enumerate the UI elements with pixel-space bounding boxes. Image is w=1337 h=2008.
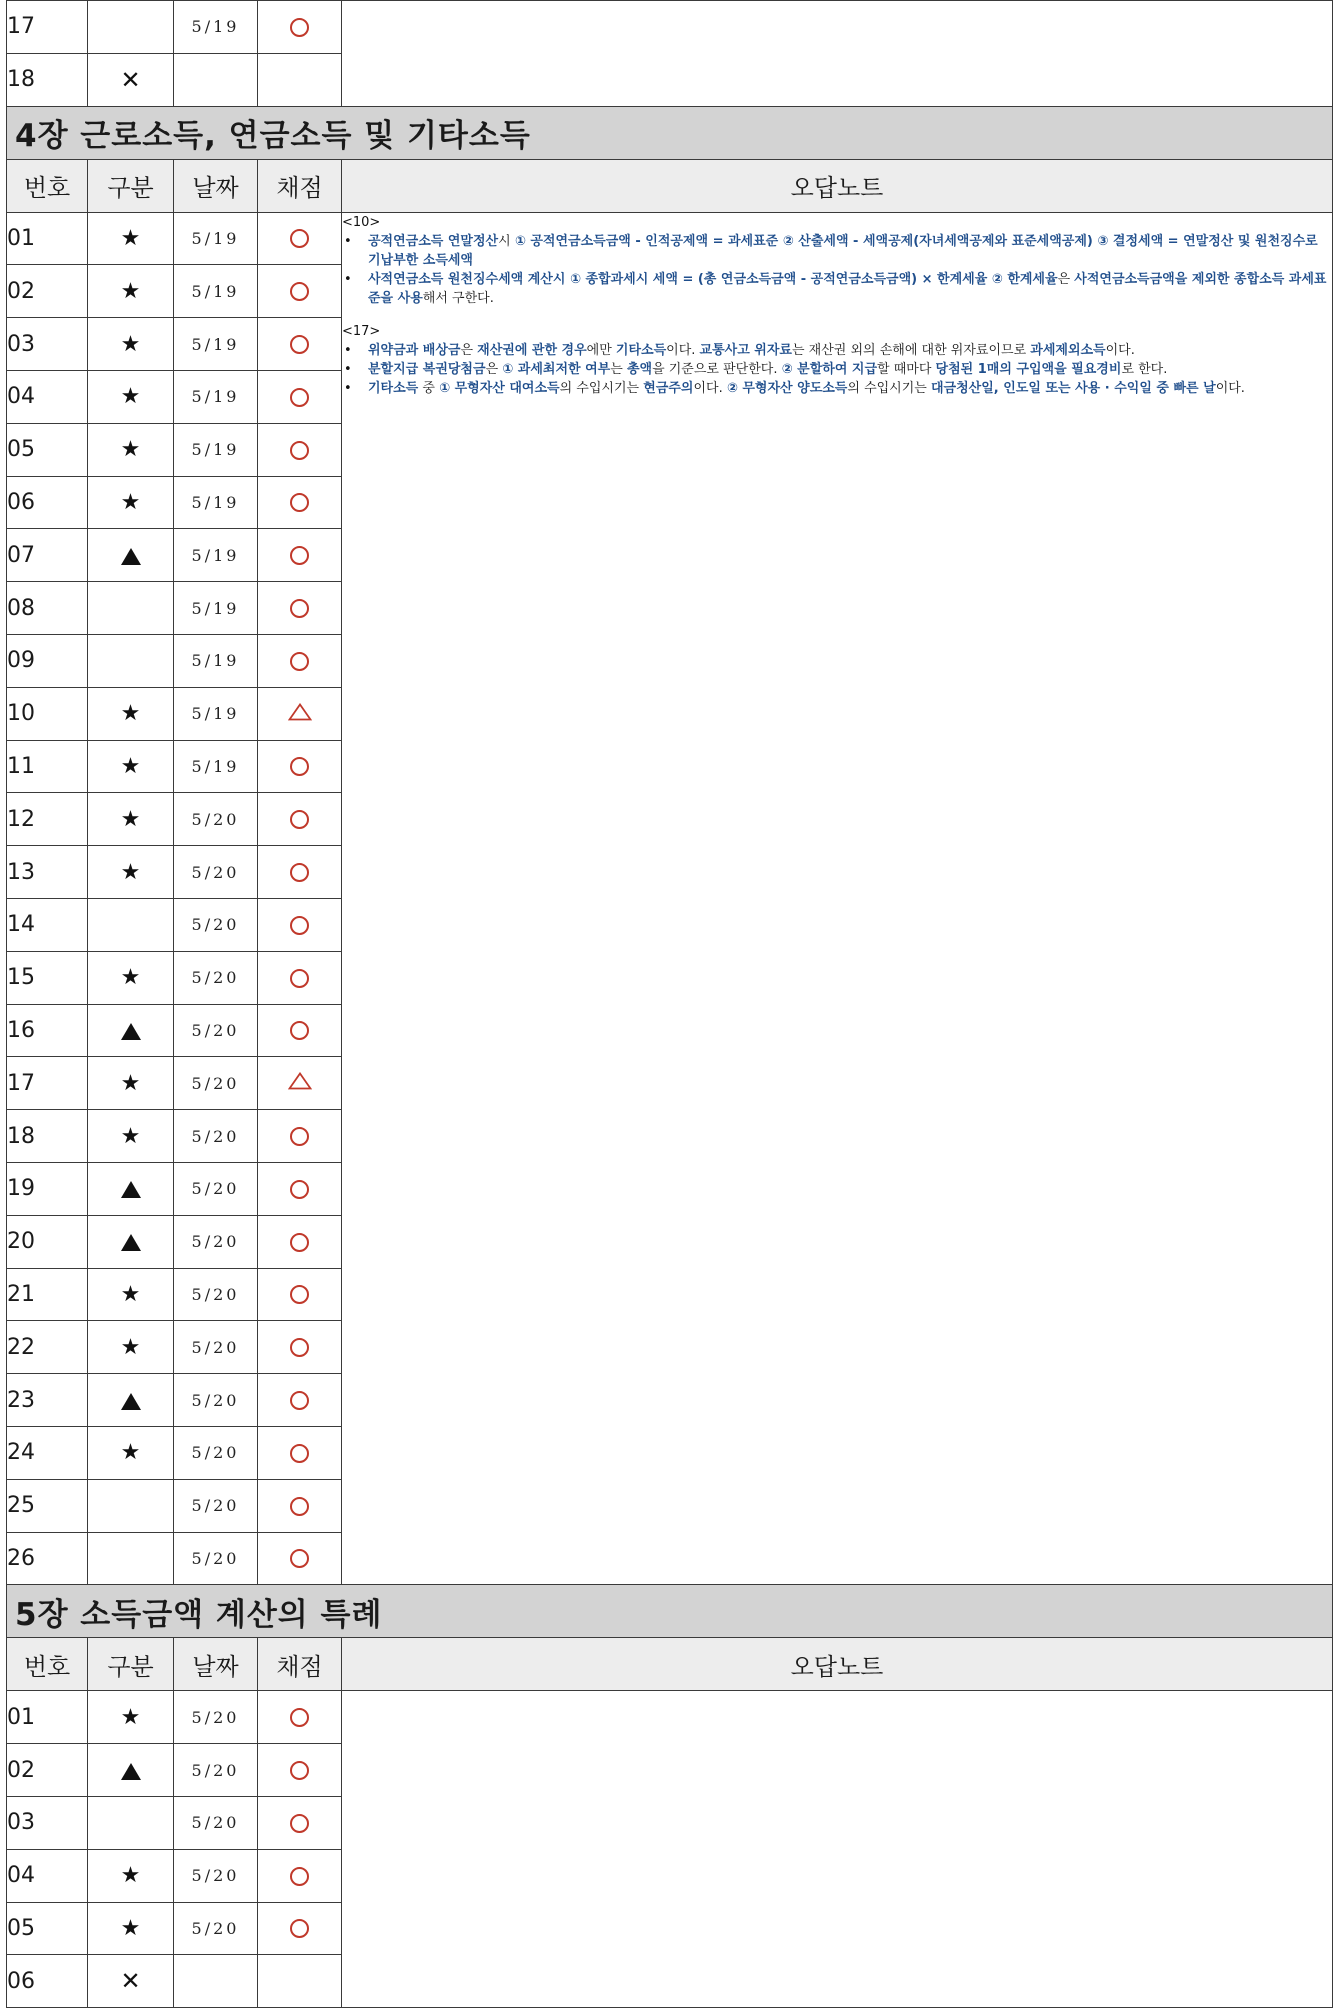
score-cell: [258, 846, 342, 899]
problem-number: 04: [7, 1849, 88, 1902]
star-icon: ★: [120, 806, 141, 832]
circle-mark-icon: [290, 969, 309, 988]
category-cell: [88, 1532, 174, 1585]
circle-mark-icon: [290, 1708, 309, 1727]
score-cell: [258, 687, 342, 740]
date-cell: 5/19: [174, 265, 258, 318]
header-no: 번호: [7, 159, 88, 212]
note-keyword: 교통사고 위자료: [699, 342, 792, 358]
circle-mark-icon: [290, 229, 309, 248]
star-icon: ★: [120, 384, 141, 410]
header-row: [7, 159, 1333, 212]
circle-mark-icon: [290, 1127, 309, 1146]
score-cell: [258, 212, 342, 265]
study-log-page: [6, 0, 1333, 2008]
note-cell: [342, 1691, 1333, 2008]
category-cell: [88, 1268, 174, 1321]
section-title: 4장 근로소득, 연금소득 및 기타소득: [7, 106, 1333, 159]
problem-number: 05: [7, 423, 88, 476]
score-cell: [258, 1532, 342, 1585]
date-cell: 5/20: [174, 1479, 258, 1532]
date-cell: 5/20: [174, 1426, 258, 1479]
note-text: 시: [498, 233, 515, 249]
problem-number: 05: [7, 1902, 88, 1955]
note-keyword: 과세제외소득: [1030, 342, 1106, 358]
circle-mark-icon: [290, 757, 309, 776]
note-text: 이다.: [666, 342, 700, 358]
problem-number: 16: [7, 1004, 88, 1057]
category-cell: [88, 740, 174, 793]
date-cell: 5/20: [174, 793, 258, 846]
category-cell: [88, 1321, 174, 1374]
star-icon: ★: [120, 1334, 141, 1360]
score-cell: [258, 1479, 342, 1532]
study-log-table: [6, 0, 1333, 2008]
circle-mark-icon: [290, 1444, 309, 1463]
circle-mark-icon: [290, 599, 309, 618]
score-cell: [258, 1004, 342, 1057]
problem-number: 04: [7, 370, 88, 423]
note-text: 는: [610, 361, 627, 377]
note-keyword: 분할지급 복권당첨금: [368, 361, 486, 377]
note-cell: [342, 212, 1333, 1585]
score-cell: [258, 1110, 342, 1163]
problem-number: 18: [7, 1110, 88, 1163]
date-cell: 5/20: [174, 1268, 258, 1321]
score-cell: [258, 1215, 342, 1268]
star-icon: ★: [120, 1281, 141, 1307]
date-cell: 5/19: [174, 212, 258, 265]
triangle-icon: [121, 1181, 141, 1198]
date-cell: [174, 53, 258, 106]
section-title-row: [7, 1585, 1333, 1638]
date-cell: 5/19: [174, 687, 258, 740]
problem-number: 06: [7, 1955, 88, 2008]
problem-number: 11: [7, 740, 88, 793]
date-cell: 5/20: [174, 1110, 258, 1163]
circle-mark-icon: [290, 1180, 309, 1199]
table-row: [7, 1, 1333, 54]
category-cell: [88, 1902, 174, 1955]
score-cell: [258, 370, 342, 423]
problem-number: 03: [7, 318, 88, 371]
problem-number: 21: [7, 1268, 88, 1321]
category-cell: [88, 529, 174, 582]
category-cell: [88, 265, 174, 318]
circle-mark-icon: [290, 282, 309, 301]
circle-mark-icon: [290, 1497, 309, 1516]
date-cell: 5/19: [174, 1, 258, 54]
circle-mark-icon: [290, 1919, 309, 1938]
triangle-icon: [121, 548, 141, 565]
score-cell: [258, 740, 342, 793]
star-icon: ★: [120, 225, 141, 251]
problem-number: 24: [7, 1426, 88, 1479]
note-item: [342, 379, 1332, 398]
date-cell: 5/20: [174, 1057, 258, 1110]
triangle-icon: [121, 1234, 141, 1251]
date-cell: 5/20: [174, 1215, 258, 1268]
category-cell: [88, 1, 174, 54]
date-cell: 5/20: [174, 1004, 258, 1057]
category-cell: [88, 898, 174, 951]
score-cell: [258, 423, 342, 476]
circle-mark-icon: [290, 388, 309, 407]
triangle-mark-icon: [288, 703, 312, 725]
star-icon: ★: [120, 1070, 141, 1096]
circle-mark-icon: [290, 1549, 309, 1568]
header-row: [7, 1638, 1333, 1691]
header-score: 채점: [258, 1638, 342, 1691]
date-cell: 5/19: [174, 740, 258, 793]
category-cell: [88, 1057, 174, 1110]
note-keyword: 당첨된 1매의 구입액을 필요경비: [935, 361, 1122, 377]
date-cell: 5/20: [174, 1374, 258, 1427]
score-cell: [258, 53, 342, 106]
circle-mark-icon: [290, 18, 309, 37]
category-cell: [88, 687, 174, 740]
problem-number: 09: [7, 634, 88, 687]
note-text: 의 수입시기는: [559, 380, 644, 396]
category-cell: [88, 370, 174, 423]
problem-number: 22: [7, 1321, 88, 1374]
problem-number: 17: [7, 1057, 88, 1110]
category-cell: [88, 1162, 174, 1215]
date-cell: 5/19: [174, 529, 258, 582]
score-cell: [258, 1426, 342, 1479]
star-icon: ★: [120, 753, 141, 779]
problem-number: 03: [7, 1796, 88, 1849]
note-text: 의 수입시기는: [847, 380, 931, 396]
date-cell: 5/19: [174, 318, 258, 371]
date-cell: 5/20: [174, 1902, 258, 1955]
category-cell: [88, 793, 174, 846]
note-text: 은: [1057, 271, 1075, 287]
note-text: 해서 구한다.: [422, 290, 494, 306]
note-spacer: [342, 308, 1332, 322]
note-list: [342, 341, 1332, 398]
category-cell: [88, 476, 174, 529]
circle-mark-icon: [290, 1814, 309, 1833]
score-cell: [258, 898, 342, 951]
category-cell: [88, 1479, 174, 1532]
score-cell: [258, 1162, 342, 1215]
star-icon: ★: [120, 331, 141, 357]
triangle-icon: [121, 1023, 141, 1040]
header-no: 번호: [7, 1638, 88, 1691]
circle-mark-icon: [290, 1338, 309, 1357]
header-cat: 구분: [88, 159, 174, 212]
circle-mark-icon: [290, 1021, 309, 1040]
date-cell: 5/20: [174, 1796, 258, 1849]
problem-number: 06: [7, 476, 88, 529]
date-cell: 5/20: [174, 898, 258, 951]
date-cell: 5/19: [174, 423, 258, 476]
category-cell: [88, 1796, 174, 1849]
section-title-row: [7, 106, 1333, 159]
note-text: 이다.: [1105, 342, 1135, 358]
note-text: 에만: [586, 342, 616, 358]
circle-mark-icon: [290, 652, 309, 671]
problem-number: 07: [7, 529, 88, 582]
date-cell: 5/20: [174, 1162, 258, 1215]
star-icon: ★: [120, 1863, 141, 1889]
problem-number: 01: [7, 212, 88, 265]
score-cell: [258, 1955, 342, 2008]
score-cell: [258, 634, 342, 687]
star-icon: ★: [120, 1123, 141, 1149]
category-cell: [88, 951, 174, 1004]
problem-number: 20: [7, 1215, 88, 1268]
x-mark-icon: ✕: [120, 65, 141, 94]
star-icon: ★: [120, 278, 141, 304]
star-icon: ★: [120, 965, 141, 991]
header-score: 채점: [258, 159, 342, 212]
problem-number: 10: [7, 687, 88, 740]
problem-number: 17: [7, 1, 88, 54]
score-cell: [258, 1057, 342, 1110]
circle-mark-icon: [290, 335, 309, 354]
score-cell: [258, 1902, 342, 1955]
date-cell: 5/19: [174, 582, 258, 635]
category-cell: [88, 1691, 174, 1744]
circle-mark-icon: [290, 1285, 309, 1304]
problem-number: 12: [7, 793, 88, 846]
star-icon: ★: [120, 701, 141, 727]
problem-number: 23: [7, 1374, 88, 1427]
note-text: 이다.: [1215, 380, 1245, 396]
note-keyword: 사적연금소득금액을 제외한 종합소득 과세표준을 사용: [368, 271, 1327, 306]
note-keyword: 기타소득: [368, 380, 419, 396]
note-item: [342, 341, 1332, 360]
problem-number: 01: [7, 1691, 88, 1744]
date-cell: [174, 1955, 258, 2008]
table-row: [7, 212, 1333, 265]
score-cell: [258, 1321, 342, 1374]
category-cell: [88, 634, 174, 687]
circle-mark-icon: [290, 1761, 309, 1780]
category-cell: [88, 423, 174, 476]
note-keyword: 현금주의: [643, 380, 694, 396]
triangle-icon: [121, 1393, 141, 1410]
note-keyword: ① 과세최저한 여부: [502, 361, 611, 377]
header-date: 날짜: [174, 1638, 258, 1691]
category-cell: [88, 1744, 174, 1797]
note-keyword: 기타소득: [615, 342, 667, 358]
note-text: 은: [460, 342, 478, 358]
category-cell: [88, 212, 174, 265]
score-cell: [258, 582, 342, 635]
score-cell: [258, 529, 342, 582]
header-cat: 구분: [88, 1638, 174, 1691]
problem-number: 13: [7, 846, 88, 899]
problem-number: 18: [7, 53, 88, 106]
section-title: 5장 소득금액 계산의 특례: [7, 1585, 1333, 1638]
star-icon: ★: [120, 437, 141, 463]
note-text: 이다.: [693, 380, 727, 396]
note-keyword: 사적연금소득 원천징수세액 계산시 ① 종합과세시 세액 = (총 연금소득금액 - 공적연금소득금액) × 한계세율 ② 한계세율: [368, 271, 1058, 287]
date-cell: 5/20: [174, 1532, 258, 1585]
star-icon: ★: [120, 1440, 141, 1466]
score-cell: [258, 1268, 342, 1321]
note-keyword: ② 무형자산 양도소득: [726, 380, 848, 396]
circle-mark-icon: [290, 1233, 309, 1252]
category-cell: [88, 53, 174, 106]
date-cell: 5/19: [174, 634, 258, 687]
problem-number: 02: [7, 265, 88, 318]
circle-mark-icon: [290, 493, 309, 512]
triangle-icon: [121, 1763, 141, 1780]
star-icon: ★: [120, 859, 141, 885]
table-row: [7, 1691, 1333, 1744]
note-reference: <10>: [342, 214, 381, 230]
note-item: [342, 360, 1332, 379]
circle-mark-icon: [290, 546, 309, 565]
problem-number: 25: [7, 1479, 88, 1532]
note-item: [342, 270, 1332, 308]
date-cell: 5/19: [174, 370, 258, 423]
date-cell: 5/19: [174, 476, 258, 529]
date-cell: 5/20: [174, 1321, 258, 1374]
category-cell: [88, 318, 174, 371]
score-cell: [258, 1691, 342, 1744]
note-cell: [342, 1, 1333, 107]
score-cell: [258, 1796, 342, 1849]
circle-mark-icon: [290, 810, 309, 829]
note-keyword: ① 무형자산 대여소득: [439, 380, 560, 396]
star-icon: ★: [120, 1704, 141, 1730]
category-cell: [88, 582, 174, 635]
note-keyword: 대금청산일, 인도일 또는 사용 · 수익일 중 빠른 날: [931, 380, 1216, 396]
note-item: [342, 232, 1332, 270]
problem-number: 19: [7, 1162, 88, 1215]
star-icon: ★: [120, 489, 141, 515]
note-keyword: ① 공적연금소득금액 - 인적공제액 = 과세표준 ② 산출세액 - 세액공제(자녀세액공제와 표준세액공제) ③ 결정세액 = 연말정산 및 원천징수로 기납부한 소득세액: [368, 233, 1318, 268]
problem-number: 08: [7, 582, 88, 635]
problem-number: 15: [7, 951, 88, 1004]
note-text: 중: [418, 380, 440, 396]
circle-mark-icon: [290, 1867, 309, 1886]
star-icon: ★: [120, 1915, 141, 1941]
note-text: 은: [485, 361, 503, 377]
note-text: 할 때마다: [877, 361, 936, 377]
score-cell: [258, 951, 342, 1004]
problem-number: 02: [7, 1744, 88, 1797]
circle-mark-icon: [290, 441, 309, 460]
category-cell: [88, 1849, 174, 1902]
note-keyword: 공적연금소득 연말정산: [368, 233, 499, 249]
date-cell: 5/20: [174, 1744, 258, 1797]
note-reference: <17>: [342, 323, 381, 339]
note-keyword: 재산권에 관한 경우: [477, 342, 587, 358]
category-cell: [88, 1374, 174, 1427]
note-list: [342, 232, 1332, 308]
category-cell: [88, 846, 174, 899]
circle-mark-icon: [290, 916, 309, 935]
header-date: 날짜: [174, 159, 258, 212]
date-cell: 5/20: [174, 1849, 258, 1902]
header-note: 오답노트: [342, 1638, 1333, 1691]
score-cell: [258, 793, 342, 846]
problem-number: 26: [7, 1532, 88, 1585]
category-cell: [88, 1955, 174, 2008]
note-text: 로 한다.: [1121, 361, 1168, 377]
note-text: 을 기준으로 판단한다.: [652, 361, 782, 377]
circle-mark-icon: [290, 1391, 309, 1410]
note-keyword: ② 분할하여 지급: [781, 361, 878, 377]
date-cell: 5/20: [174, 1691, 258, 1744]
problem-number: 14: [7, 898, 88, 951]
score-cell: [258, 476, 342, 529]
header-note: 오답노트: [342, 159, 1333, 212]
score-cell: [258, 1374, 342, 1427]
note-text: 는 재산권 외의 손해에 대한 위자료이므로: [791, 342, 1031, 358]
score-cell: [258, 1849, 342, 1902]
score-cell: [258, 1, 342, 54]
category-cell: [88, 1110, 174, 1163]
circle-mark-icon: [290, 863, 309, 882]
date-cell: 5/20: [174, 846, 258, 899]
triangle-mark-icon: [288, 1072, 312, 1094]
x-mark-icon: ✕: [120, 1967, 141, 1996]
note-keyword: 총액: [626, 361, 653, 377]
score-cell: [258, 318, 342, 371]
category-cell: [88, 1426, 174, 1479]
score-cell: [258, 265, 342, 318]
category-cell: [88, 1004, 174, 1057]
note-keyword: 위약금과 배상금: [368, 342, 461, 358]
score-cell: [258, 1744, 342, 1797]
category-cell: [88, 1215, 174, 1268]
date-cell: 5/20: [174, 951, 258, 1004]
